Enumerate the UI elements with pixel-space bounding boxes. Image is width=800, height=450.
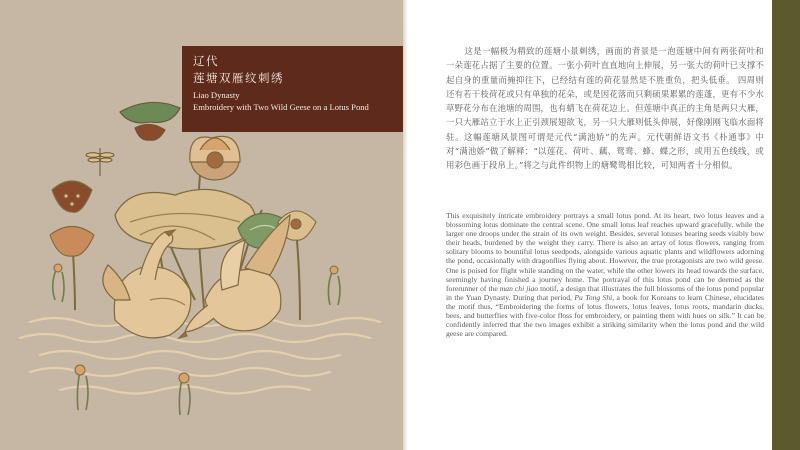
english-description-part2: motif, a design that illustrates the full blossoms of the lotus pond popular in the Yuan Dynasty. During that period,	[446, 283, 764, 302]
english-description-part1: This exquisitely intricate embroidery portrays a small lotus pond. At its heart, two lotus leaves and a blossoming lotus dominate the central scene. One small lotus leaf reaches upward gracefully, while the larger one droops under the strain of its own weight. Besides, several lotuses bearing seeds visibly bow their heads, burdened by the weight they carry. There is also an array of lotus flowers, ranging from solitary blooms to bountiful lotus seedpods, alongside various aquatic plants and wildflowers adorning the pond, occasionally with dragonflies flying about. However, the true protagonists are two wild geese. One is poised for flight while standing on the water, while the other lowers its head towards the surface, seemingly having finished a journey home. The portrayal of this lotus pond can be deemed as the forerunner of the	[446, 211, 764, 293]
text-page	[408, 0, 772, 450]
title-english-artwork: Embroidery with Two Wild Geese on a Lotus Pond	[193, 102, 369, 112]
english-description	[446, 211, 764, 338]
water-ripples	[20, 318, 380, 394]
title-chinese-dynasty: 辽代	[193, 54, 219, 68]
drooping-seedpod-top	[120, 102, 180, 140]
english-description-part3: , a book for Koreans to learn Chinese, elucidates the motif thus, “Embroidering the forms of lotus flowers, lotus leaves, lotus roots, mandarin ducks, bees, and butterflies with five-color floss for embroidery, or painting them with hues on silk.” It can be confidently inferred that the two images exhibit a striking similarity when the lotus pond and the wild geese are compared.	[446, 292, 764, 339]
central-lotus-flower	[190, 136, 240, 180]
dragonfly	[86, 148, 114, 176]
motif-name: man chi jiao	[499, 283, 539, 293]
title-plaque	[182, 46, 403, 132]
lotus-seedpod-left	[50, 181, 94, 256]
large-lotus-leaf	[115, 189, 256, 249]
title-english-dynasty: Liao Dynasty	[193, 90, 240, 100]
chinese-description: 这是一幅极为精致的莲塘小景刺绣，画面的背景是一泡莲塘中间有两张荷叶和一朵莲花占据了主要的位置。一张小荷叶直直地向上伸展，另一张大的荷叶已支撑不起自身的重量而掩抑往下，已经结有莲的荷花显然是不胜重负，把头低垂。 四周则还有若干枝荷花或只有单独的花朵，或是因花落而只剩硕果累累的莲蓬，更有不少水草野花分布在池塘的周围，也有蜻飞在荷花边上。但莲塘中真正的主角是两只大雁，一只大雁站立于水上正引颈展翅欲飞，另一只大雁则低头伸展，好像刚刚飞临水面将驻。这幅莲塘风景图可谓是元代“满池娇”的先声。元代朝鲜语文书《朴通事》中对“满池娇”做了解释：“以莲花、荷叶、藕、鸳鸯、蜂、蝶之形，或用五色线线，或用彩色画于段帛上。”将之与此件织物上的塘鹭鸳相比较，可知两者十分相似。	[446, 46, 764, 171]
title-chinese-artwork: 莲塘双雁纹刺绣	[193, 71, 284, 85]
page-edge-band	[772, 0, 800, 450]
book-title: Pu Tong Shi	[574, 292, 613, 302]
